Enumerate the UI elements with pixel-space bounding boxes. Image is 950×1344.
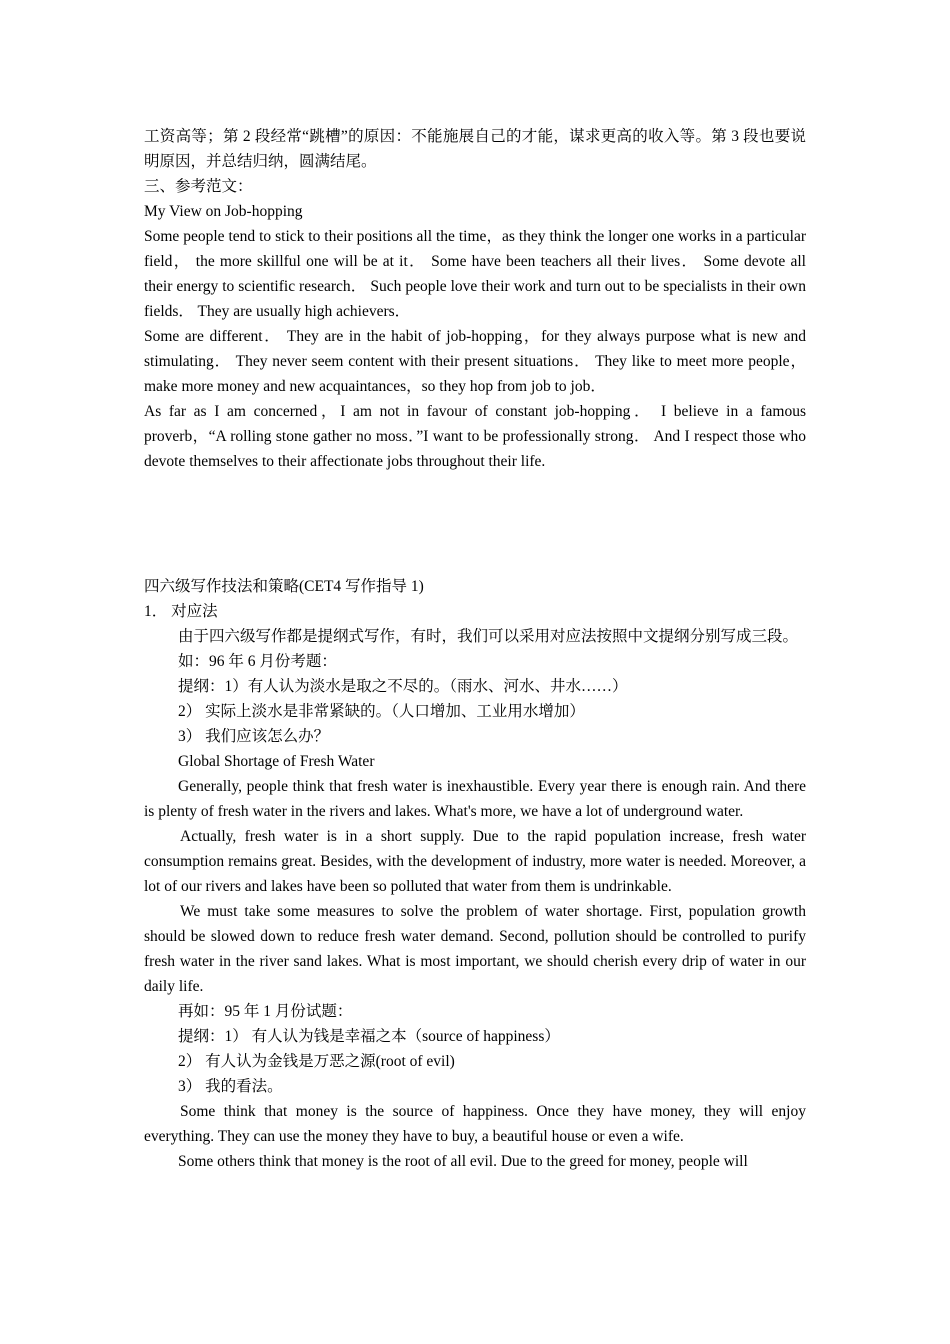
document-page [144, 124, 806, 1174]
example1-paragraph-3: We must take some measures to solve the problem of water shortage. First, population growth should be slowed down to reduce fresh water demand. Second, pollution should be controlled to purify fresh water in the river sand lakes. What is most important, we should cherish every drip of water in our daily life. [144, 903, 806, 995]
example2-paragraph-1: Some think that money is the source of happiness. Once they have money, they will enjoy everything. They can use the money they have to buy, a beautiful house or even a wife. [144, 1103, 806, 1145]
outline-intro: 工资高等；第 2 段经常“跳槽”的原因：不能施展自己的才能，谋求更高的收入等。第 3 段也要说明原因，并总结归纳，圆满结尾。 [144, 128, 806, 170]
essay-paragraph-3: As far as I am concerned，I am not in favour of constant job-hopping． I believe in a famous proverb，“A rolling stone gather no moss．”I want to be professionally strong． And I respect those who devote themselves to their affectionate jobs throughout their life. [144, 403, 806, 470]
example1-outline-2: 2） 实际上淡水是非常紧缺的。（人口增加、工业用水增加） [178, 703, 585, 720]
example1-essay-title: Global Shortage of Fresh Water [178, 753, 375, 770]
example2-outline-1: 提纲：1） 有人认为钱是幸福之本（source of happiness） [178, 1028, 560, 1045]
essay-title-job-hopping: My View on Job-hopping [144, 203, 303, 220]
example2-label: 再如：95 年 1 月份试题： [178, 1003, 353, 1020]
method-heading: 1． 对应法 [144, 603, 218, 620]
example1-outline-3: 3） 我们应该怎么办？ [178, 728, 330, 745]
example1-paragraph-1: Generally, people think that fresh water is inexhaustible. Every year there is enough rain. And there is plenty of fresh water in the rivers and lakes. What's more, we have a lot of underground water. [144, 778, 806, 820]
example2-outline-3: 3） 我的看法。 [178, 1078, 283, 1095]
example1-label: 如：96 年 6 月份考题： [178, 653, 337, 670]
section-spacer [144, 474, 806, 574]
example2-paragraph-2: Some others think that money is the root of all evil. Due to the greed for money, people will [178, 1153, 748, 1170]
guide-title: 四六级写作技法和策略(CET4 写作指导 1) [144, 578, 424, 595]
example1-outline-1: 提纲：1）有人认为淡水是取之不尽的。（雨水、河水、井水……） [178, 678, 628, 695]
example1-paragraph-2: Actually, fresh water is in a short supply. Due to the rapid population increase, fresh water consumption remains great. Besides, with the development of industry, more water is needed. Moreover, a lot of our rivers and lakes have been so polluted that water from them is undrinkable. [144, 828, 806, 895]
section-heading: 三、参考范文： [144, 178, 253, 195]
essay-paragraph-2: Some are different． They are in the habit of job-hopping，for they always purpose what is new and stimulating． They never seem content with their present situations． They like to meet more people，make more money and new acquaintances，so they hop from job to job． [144, 328, 806, 395]
essay-paragraph-1: Some people tend to stick to their positions all the time，as they think the longer one works in a particular field， the more skillful one will be at it． Some have been teachers all their lives． Some devote all their energy to scientific research． Such people love their work and turn out to be specialists in their own fields． They are usually high achievers． [144, 228, 806, 320]
example2-outline-2: 2） 有人认为金钱是万恶之源(root of evil) [178, 1053, 455, 1070]
method-description: 由于四六级写作都是提纲式写作，有时，我们可以采用对应法按照中文提纲分别写成三段。 [178, 628, 799, 645]
